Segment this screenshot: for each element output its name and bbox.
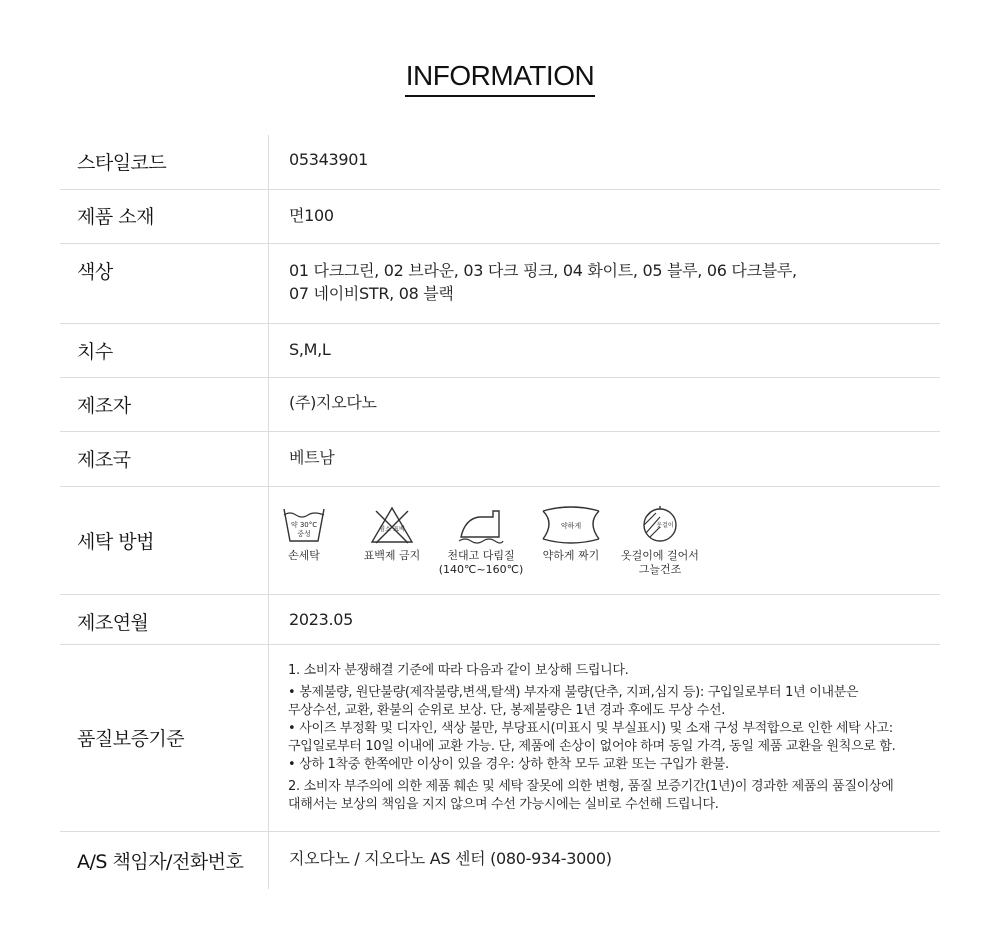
care-caption: 손세탁: [288, 549, 320, 562]
row-quality: [60, 645, 940, 832]
row-value: 면100: [289, 206, 334, 225]
row-value: [289, 259, 797, 305]
svg-text:중성: 중성: [297, 530, 311, 538]
hang-dry-shade-icon: [638, 505, 682, 545]
care-wring: [531, 505, 611, 577]
quality-line: 1. 소비자 분쟁해결 기준에 따라 다음과 같이 보상해 드립니다.: [288, 663, 629, 678]
row-label: 세탁 방법: [77, 531, 154, 553]
quality-line: • 봉제불량, 원단불량(제작불량,변색,탈색) 부자재 불량(단추, 지퍼,심지 등): 구입일로부터 1년 이내분은: [288, 685, 859, 700]
row-value: (주)지오다노: [289, 393, 377, 412]
svg-text:옷걸이: 옷걸이: [656, 522, 674, 529]
page-title-text: INFORMATION: [405, 58, 595, 97]
row-color: [60, 244, 940, 324]
quality-line: 2. 소비자 부주의에 의한 제품 훼손 및 세탁 잘못에 의한 변형, 품질 보증기간(1년)이 경과한 제품의 품질이상에: [288, 779, 894, 794]
row-label: 제조자: [77, 395, 131, 417]
no-bleach-icon: [370, 505, 414, 545]
row-style-code: [60, 135, 940, 190]
quality-text: [288, 662, 895, 814]
care-caption-2: (140℃~160℃): [438, 563, 524, 576]
row-label: 품질보증기준: [77, 728, 185, 750]
care-icons: [284, 505, 705, 577]
hand-wash-30c-icon: [282, 505, 326, 545]
row-label: 제조국: [77, 449, 131, 471]
row-value: S,M,L: [289, 340, 331, 359]
quality-line: 무상수선, 교환, 환불의 순위로 보상. 단, 봉제불량은 1년 경과 후에도 무상 수선.: [288, 703, 726, 718]
info-table: [60, 135, 940, 894]
color-line-2: 07 네이비STR, 08 블랙: [289, 284, 454, 303]
quality-line: 구입일로부터 10일 이내에 교환 가능. 단, 제품에 손상이 없어야 하며 동일 가격, 동일 제품 교환을 원칙으로 함.: [288, 739, 896, 754]
row-value: 2023.05: [289, 610, 354, 629]
care-caption-2: 그늘건조: [638, 563, 682, 576]
quality-line: • 사이즈 부정확 및 디자인, 색상 불만, 부당표시(미표시 및 부실표시) 및 소재 구성 부적합으로 인한 세탁 사고:: [288, 721, 893, 736]
row-value: 지오다노 / 지오다노 AS 센터 (080-934-3000): [289, 849, 612, 868]
row-as: [60, 832, 940, 894]
quality-line: 대해서는 보상의 책임을 지지 않으며 수선 가능시에는 실비로 수선해 드립니다.: [288, 797, 719, 812]
quality-line: • 상하 1착중 한쪽에만 이상이 있을 경우: 상하 한착 모두 교환 또는 구입가 환불.: [288, 757, 729, 772]
care-caption: 약하게 짜기: [542, 549, 600, 562]
row-maker: [60, 378, 940, 432]
row-value: 05343901: [289, 150, 369, 169]
row-label: A/S 책임자/전화번호: [77, 851, 244, 873]
color-line-1: 01 다크그린, 02 브라운, 03 다크 핑크, 04 화이트, 05 블루, 06 다크블루,: [289, 261, 797, 280]
row-label: 스타일코드: [77, 152, 167, 174]
iron-with-cloth-icon: [457, 505, 505, 545]
row-size: [60, 324, 940, 378]
row-wash: [60, 487, 940, 595]
row-label: 제품 소재: [77, 206, 154, 228]
page-title: [0, 58, 1000, 97]
care-hand-wash: [264, 505, 344, 577]
row-value: 베트남: [289, 448, 335, 467]
svg-text:표백: 표백: [393, 526, 405, 533]
row-material: [60, 190, 940, 244]
row-label: 색상: [77, 261, 113, 283]
gentle-wring-icon: [541, 505, 601, 545]
row-label: 제조연월: [77, 612, 149, 634]
row-country: [60, 432, 940, 487]
row-date: [60, 595, 940, 645]
svg-text:약 30°C: 약 30°C: [290, 521, 318, 529]
svg-text:염소: 염소: [379, 526, 391, 533]
care-iron: [436, 505, 526, 577]
care-caption: 옷걸이에 걸어서: [621, 549, 699, 562]
care-no-bleach: [352, 505, 432, 577]
care-caption: 표백제 금지: [363, 549, 421, 562]
svg-text:약하게: 약하게: [560, 522, 582, 530]
care-hang-dry: [615, 505, 705, 577]
care-caption: 천대고 다림질: [447, 549, 515, 562]
row-label: 치수: [77, 341, 113, 363]
